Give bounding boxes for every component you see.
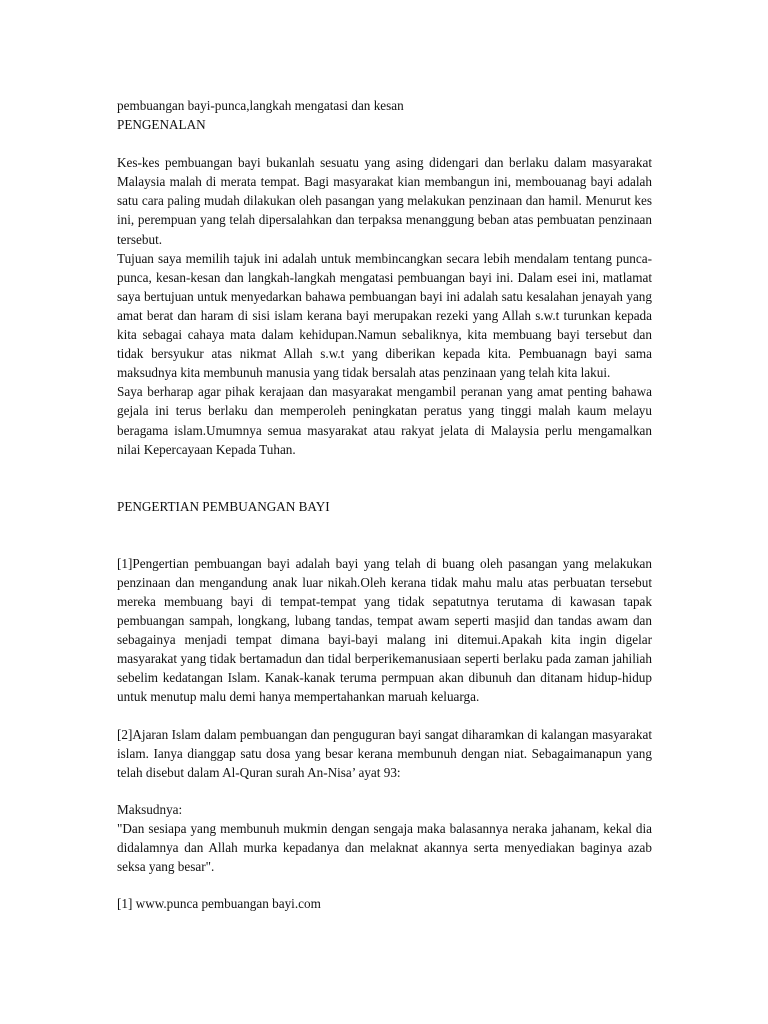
spacer <box>117 707 652 725</box>
intro-paragraph-2: Tujuan saya memilih tajuk ini adalah untuk membincangkan secara lebih mendalam tentang punca-punca, kesan-kesan dan langkah-langkah mengatasi pembuangan bayi ini. Dalam esei ini, matlamat saya bertujuan untuk menyedarkan bahawa pembuangan bayi ini adalah satu kesalahan jenayah yang amat berat dan haram di sisi islam kerana bayi merupakan rezeki yang Allah s.w.t turunkan kepada kita sebagai cahaya mata dalam kehidupan.Namun sebaliknya, kita membuang bayi tersebut dan tidak bersyukur atas nikmat Allah s.w.t yang diberikan kepada kita. Pembuanagn bayi sama maksudnya kita membunuh manusia yang tidak bersalah atas penzinaan yang telah kita lakui. <box>117 250 652 381</box>
spacer <box>117 134 652 153</box>
intro-paragraph-3: Saya berharap agar pihak kerajaan dan masyarakat mengambil peranan yang amat penting bahawa gejala ini terus berlaku dan memperoleh peningkatan peratus yang tinggi malah kaum melayu beragama islam.Umumnya semua masyarakat atau rakyat jelata di Malaysia perlu mengamalkan nilai Kepercayaan Kepada Tuhan. <box>117 384 652 457</box>
spacer <box>117 459 652 497</box>
spacer <box>117 516 652 554</box>
document-title: pembuangan bayi-punca,langkah mengatasi dan kesan <box>117 98 404 113</box>
heading-pengenalan: PENGENALAN <box>117 117 206 133</box>
maksud-quote: "Dan sesiapa yang membunuh mukmin dengan sengaja maka balasannya neraka jahanam, kekal dia didalamnya dan Allah murka kepadanya dan melaknat akannya serta menyediakan baginya azab seksa yang besar". <box>117 820 652 875</box>
footnote: [1] www.punca pembuangan bayi.com <box>117 896 321 912</box>
heading-pengertian: PENGERTIAN PEMBUANGAN BAYI <box>117 498 330 514</box>
maksud-label: Maksudnya: <box>117 801 183 817</box>
spacer <box>117 782 652 800</box>
intro-paragraph-1: Kes-kes pembuangan bayi bukanlah sesuatu yang asing didengari dan berlaku dalam masyarakat Malaysia malah di merata tempat. Bagi masyarakat kian membangun ini, membouanag bayi adalah satu cara paling mudah dilakukan oleh pasangan yang melakukan penzinaan dan hamil. Menurut kes ini, perempuan yang telah dipersalahkan dan terpaksa menanggung beban atas pembuatan penzinaan tersebut. <box>117 155 652 247</box>
definition-paragraph-2: [2]Ajaran Islam dalam pembuangan dan penguguran bayi sangat diharamkan di kalangan masyarakat islam. Ianya dianggap satu dosa yang besar kerana membunuh dengan niat. Sebagaimanapun yang telah disebut dalam Al-Quran surah An-Nisa’ ayat 93: <box>117 726 652 780</box>
spacer <box>117 876 652 894</box>
definition-paragraph-1: [1]Pengertian pembuangan bayi adalah bayi yang telah di buang oleh pasangan yang melakukan penzinaan dan mengandung anak luar nikah.Oleh kerana tidak mahu malu atas perbuatan tersebut mereka membuang bayi di tempat-tempat yang tidak sepatutnya terutama di kawasan tapak pembuangan sampah, longkang, lubang tandas, tempat awam seperti masjid dan tandas awam dan sebagainya menjadi tempat dimana bayi-bayi malang ini ditemui.Apakah kita ingin digelar masyarakat yang tidak bertamadun dan tidal berperikemanusiaan seperti berlaku pada zaman jahiliah sebelim kedatangan Islam. Kanak-kanak teruma permpuan akan dibunuh dan ditanam hidup-hidup untuk menutup malu demi hanya mempertahankan maruah keluarga. <box>117 555 652 705</box>
document-body <box>117 96 652 913</box>
